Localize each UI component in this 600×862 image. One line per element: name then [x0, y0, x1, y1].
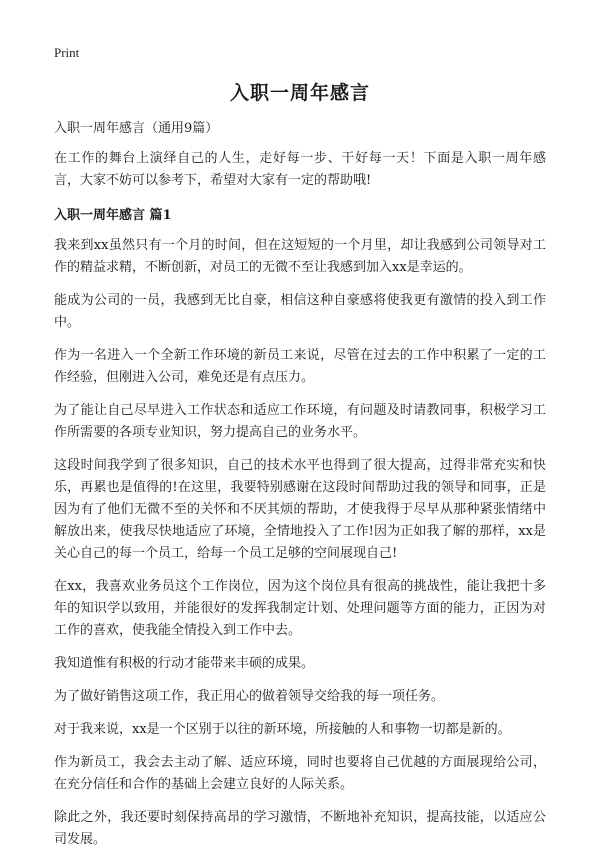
- document-subtitle: 入职一周年感言（通用9篇）: [54, 121, 219, 136]
- body-paragraph: 在xx，我喜欢业务员这个工作岗位，因为这个岗位具有很高的挑战性，能让我把十多年的知识学以致用，并能很好的发挥我制定计划、处理问题等方面的能力，正因为对工作的喜欢，使我能全情投入到工作中去。: [54, 579, 546, 638]
- page-title: 入职一周年感言: [229, 82, 370, 104]
- body-paragraph: 对于我来说，xx是一个区别于以往的新环境，所接触的人和事物一切都是新的。: [54, 722, 511, 737]
- body-paragraph: 除此之外，我还要时刻保持高昂的学习激情，不断地补充知识，提高技能，以适应公司发展。: [54, 810, 546, 847]
- section-heading: 入职一周年感言 篇1: [54, 208, 172, 223]
- document-body: [54, 118, 546, 862]
- print-link[interactable]: Print: [54, 45, 80, 60]
- body-paragraph: 作为新员工，我会去主动了解、适应环境，同时也要将自己优越的方面展现给公司，在充分信任和合作的基础上会建立良好的人际关系。: [54, 755, 546, 792]
- body-paragraph: 能成为公司的一员，我感到无比自豪，相信这种自豪感将使我更有激情的投入到工作中。: [54, 293, 546, 330]
- body-paragraph: 为了做好销售这项工作，我正用心的做着领导交给我的每一项任务。: [54, 689, 445, 704]
- body-paragraph: 作为一名进入一个全新工作环境的新员工来说，尽管在过去的工作中积累了一定的工作经验，但刚进入公司，难免还是有点压力。: [54, 348, 546, 385]
- body-paragraph: 我知道惟有积极的行动才能带来丰硕的成果。: [54, 656, 315, 671]
- body-paragraph: 为了能让自己尽早进入工作状态和适应工作环境，有问题及时请教同事，积极学习工作所需要的各项专业知识，努力提高自己的业务水平。: [54, 403, 546, 440]
- intro-paragraph: 在工作的舞台上演绎自己的人生，走好每一步、干好每一天！下面是入职一周年感言，大家不妨可以参考下，希望对大家有一定的帮助哦!: [54, 151, 546, 188]
- body-paragraph: 这段时间我学到了很多知识，自己的技术水平也得到了很大提高，过得非常充实和快乐，再累也是值得的!在这里，我要特别感谢在这段时间帮助过我的领导和同事，正是因为有了他们无微不至的关怀和不厌其烦的帮助，才使我得于尽早从那种紧张情绪中解放出来，使我尽快地适应了环境，全情地投入了工作!因为正如我了解的那样，xx是关心自己的每一个员工，给每一个员工足够的空间展现自己!: [54, 458, 546, 561]
- body-paragraph: 我来到xx虽然只有一个月的时间，但在这短短的一个月里，却让我感到公司领导对工作的精益求精，不断创新，对员工的无微不至让我感到加入xx是幸运的。: [54, 238, 546, 275]
